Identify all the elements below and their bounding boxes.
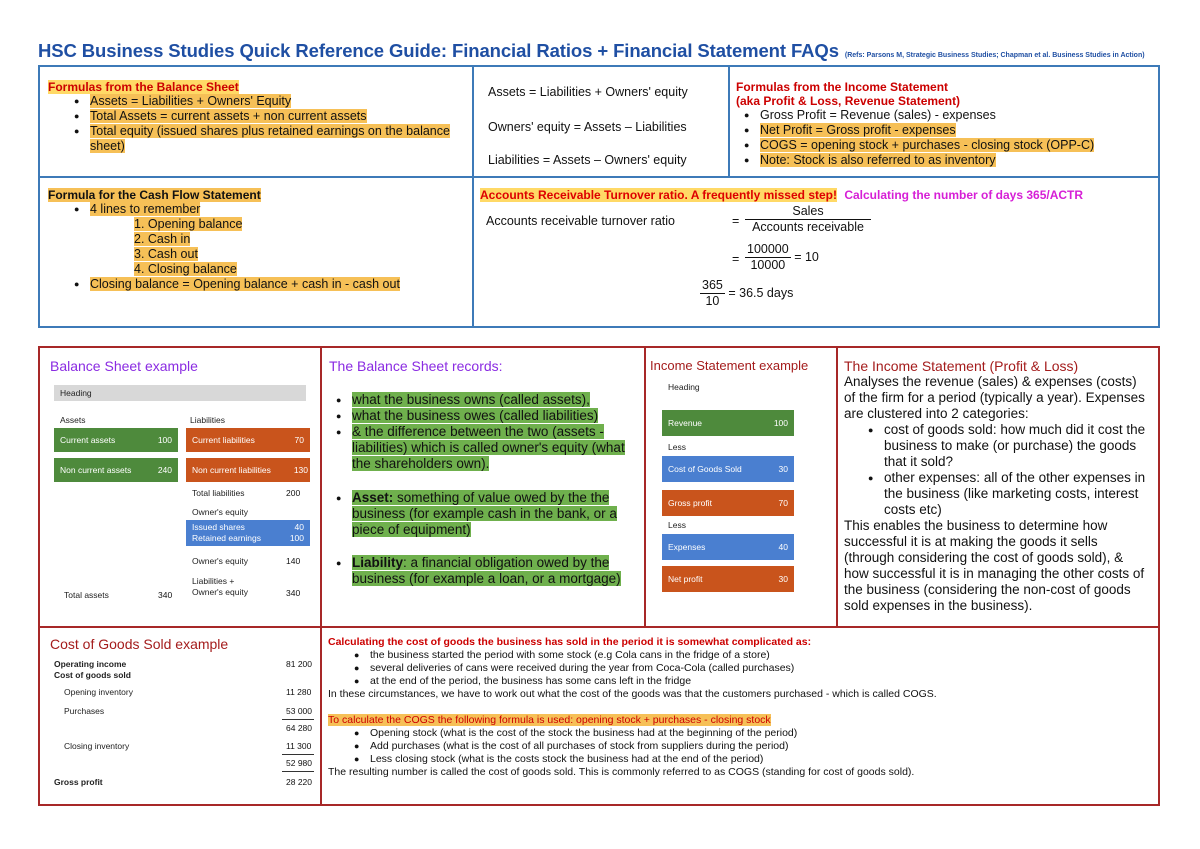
total-liabilities-label: Total liabilities xyxy=(192,488,245,498)
gross-profit-value: 28 220 xyxy=(286,777,312,787)
list-item: ● Assets = Liabilities + Owners' Equity xyxy=(68,94,468,109)
actr-result: = 10 xyxy=(794,249,819,264)
list-item: ● Note: Stock is also referred to as inventory xyxy=(738,153,1158,168)
page-title xyxy=(38,40,1145,62)
balance-sheet-example-title: Balance Sheet example xyxy=(50,358,198,374)
actr-heading-days: Calculating the number of days 365/ACTR xyxy=(844,188,1084,202)
cashflow-line: 4. Closing balance xyxy=(134,262,237,276)
income-formulas-subheading: (aka Profit & Loss, Revenue Statement) xyxy=(736,94,961,108)
owners-equity-total-label: Owner's equity xyxy=(192,556,248,566)
closing-inventory-label: Closing inventory xyxy=(64,741,130,751)
divider xyxy=(282,771,314,772)
balance-formulas-box xyxy=(38,65,474,178)
net-profit-tile: Net profit 30 xyxy=(662,566,794,592)
fraction-sales: $\frac{\text{Sales}}{\text{Accounts receivable}}$ xyxy=(745,204,871,235)
list-item: ● several deliveries of cans were received during the year from Coca-Cola (called purchases) xyxy=(348,662,1158,675)
list-item: ● at the end of the period, the business has some cans left in the fridge xyxy=(348,675,1158,688)
title-reference: (Refs: Parsons M, Strategic Business Studies; Chapman et al. Business Studies in Action) xyxy=(844,52,1145,59)
cashflow-line: 1. Opening balance xyxy=(134,217,243,231)
cogs-value: 52 980 xyxy=(286,758,312,768)
income-formulas-box xyxy=(728,65,1160,178)
income-formulas-list xyxy=(738,108,1158,168)
cashflow-heading: Formula for the Cash Flow Statement xyxy=(48,188,261,202)
liabilities-plus-equity-value: 340 xyxy=(286,588,301,598)
operating-income-value: 81 200 xyxy=(286,659,312,669)
list-item: ● 4 lines to remember xyxy=(68,202,472,217)
list-item: ● Less closing stock (what is the costs stock the business had at the end of the period) xyxy=(348,753,1158,766)
expenses-tile: Expenses 40 xyxy=(662,534,794,560)
current-liabilities-tile: Current liabilities 70 xyxy=(186,428,310,452)
income-formulas-heading: Formulas from the Income Statement xyxy=(736,80,949,94)
balance-formulas-heading: Formulas from the Balance Sheet xyxy=(48,80,239,94)
cogs-circumstances xyxy=(348,649,1158,688)
equity-tile: Issued shares 40 Retained earnings 100 xyxy=(186,520,310,546)
balance-formulas-list xyxy=(68,94,468,154)
divider xyxy=(282,719,314,720)
fraction-values: $\frac{100000}{10000}$ = 10 xyxy=(747,242,819,272)
list-item: ● other expenses: all of the other expenses in the business (like marketing costs, interest costs etc) xyxy=(862,470,1150,518)
non-current-liabilities-tile: Non current liabilities 130 xyxy=(186,458,310,482)
owners-equity-label: Owner's equity xyxy=(192,507,248,517)
income-statement-title: The Income Statement (Profit & Loss) xyxy=(844,358,1079,374)
list-item: ● & the difference between the two (assets - liabilities) which is called owner's equity (what the shareholders own). xyxy=(330,424,630,472)
equation-2: Owners' equity = Assets – Liabilities xyxy=(488,120,687,134)
equals-sign: = xyxy=(732,252,740,266)
assets-label: Assets xyxy=(60,415,86,425)
list-item: ● Net Profit = Gross profit - expenses xyxy=(738,123,1158,138)
cogs-label: Cost of goods sold xyxy=(54,670,131,680)
less-label: Less xyxy=(668,520,686,530)
equations-box xyxy=(472,65,730,178)
fraction-days: $\frac{365}{10}$ = 36.5 days xyxy=(702,278,794,308)
list-item: ● Add purchases (what is the cost of all purchases of stock from suppliers during the period) xyxy=(348,740,1158,753)
list-item: ● Liability: a financial obligation owed by the business (for example a loan, or a mortgage) xyxy=(330,555,630,587)
gross-profit-label: Gross profit xyxy=(54,777,103,787)
divider xyxy=(282,754,314,755)
income-statement-example-box xyxy=(644,346,838,628)
list-item: ● the business started the period with some stock (e.g Cola cans in the fridge of a store) xyxy=(348,649,1158,662)
opening-inventory-value: 11 280 xyxy=(286,687,312,697)
list-item: ● Total equity (issued shares plus retained earnings on the balance sheet) xyxy=(68,124,468,154)
cashflow-list xyxy=(68,202,472,217)
cogs-explanation-box xyxy=(320,626,1160,806)
records-list xyxy=(330,392,630,472)
total-liabilities-value: 200 xyxy=(286,488,301,498)
balance-sheet-example-box xyxy=(38,346,322,628)
cogs-tile: Cost of Goods Sold 30 xyxy=(662,456,794,482)
cashflow-formula: Closing balance = Opening balance + cash in - cash out xyxy=(90,277,400,291)
list-item: ● Total Assets = current assets + non current assets xyxy=(68,109,468,124)
heading-label: Heading xyxy=(60,388,92,398)
current-assets-tile: Current assets 100 xyxy=(54,428,178,452)
less-label: Less xyxy=(668,442,686,452)
cashflow-box xyxy=(38,176,474,328)
cogs-example-box xyxy=(38,626,322,806)
expense-categories xyxy=(862,422,1150,518)
actr-box xyxy=(472,176,1160,328)
balance-sheet-records-box xyxy=(320,346,646,628)
days-result: = 36.5 days xyxy=(728,285,794,300)
non-current-assets-tile: Non current assets 240 xyxy=(54,458,178,482)
liabilities-label: Liabilities xyxy=(190,415,225,425)
purchases-value: 53 000 xyxy=(286,706,312,716)
equation-1: Assets = Liabilities + Owners' equity xyxy=(488,85,688,99)
gross-profit-tile: Gross profit 70 xyxy=(662,490,794,516)
income-statement-example-title: Income Statement example xyxy=(650,358,809,373)
opening-inventory-label: Opening inventory xyxy=(64,687,133,697)
cogs-example-title: Cost of Goods Sold example xyxy=(50,636,229,652)
total-assets-value: 340 xyxy=(158,590,173,600)
closing-inventory-value: 11 300 xyxy=(286,741,312,751)
actr-heading: Accounts Receivable Turnover ratio. A frequently missed step! xyxy=(480,188,837,202)
equation-3: Liabilities = Assets – Owners' equity xyxy=(488,153,687,167)
cashflow-line: 3. Cash out xyxy=(134,247,198,261)
list-item: ● what the business owes (called liabilities) xyxy=(330,408,630,424)
balance-sheet-records-title: The Balance Sheet records: xyxy=(329,358,503,374)
cogs-mid-text: In these circumstances, we have to work out what the cost of the goods was that the customers purchased - which is called COGS. xyxy=(328,688,937,700)
total-assets-label: Total assets xyxy=(64,590,109,600)
cogs-steps xyxy=(348,727,1158,766)
list-item: ● Gross Profit = Revenue (sales) - expenses xyxy=(738,108,1158,123)
owners-equity-total-value: 140 xyxy=(286,556,301,566)
revenue-tile: Revenue 100 xyxy=(662,410,794,436)
list-item: ● what the business owns (called assets), xyxy=(330,392,630,408)
asset-definition xyxy=(330,490,630,538)
list-item: ● COGS = opening stock + purchases - closing stock (OPP-C) xyxy=(738,138,1158,153)
title-text: HSC Business Studies Quick Reference Guide: Financial Ratios + Financial Statement FAQs xyxy=(38,40,839,61)
cashflow-lines xyxy=(134,217,472,277)
list-item: ● Asset: something of value owed by the the business (for example cash in the bank, or a piece of equipment) xyxy=(330,490,630,538)
list-item: ● cost of goods sold: how much did it cost the business to make (or purchase) the goods that it sold? xyxy=(862,422,1150,470)
liabilities-plus-equity-label: Liabilities + Owner's equity xyxy=(192,576,248,597)
liability-definition xyxy=(330,555,630,587)
income-statement-outro: This enables the business to determine how successful it is at making the goods it sells (through considering the cost of goods sold), & how successful it is in managing the other costs of the business (considering the non-cost of goods sold expenses in the business). xyxy=(844,518,1145,613)
cogs-heading: Calculating the cost of goods the business has sold in the period it is somewhat complicated as: xyxy=(328,636,812,648)
income-statement-intro: Analyses the revenue (sales) & expenses (costs) of the firm for a period (typically a year). Expenses are clustered into 2 categories: xyxy=(844,374,1145,421)
purchases-label: Purchases xyxy=(64,706,105,716)
equals-sign: = xyxy=(732,214,740,228)
heading-label: Heading xyxy=(668,382,700,392)
subtotal-value: 64 280 xyxy=(286,723,312,733)
list-item xyxy=(68,277,472,292)
operating-income-label: Operating income xyxy=(54,659,127,669)
cogs-formula: To calculate the COGS the following formula is used: opening stock + purchases - closing stock xyxy=(328,714,771,726)
income-statement-box xyxy=(836,346,1160,628)
list-item: ● Opening stock (what is the cost of the stock the business had at the beginning of the period) xyxy=(348,727,1158,740)
cashflow-line: 2. Cash in xyxy=(134,232,191,246)
actr-label: Accounts receivable turnover ratio xyxy=(486,214,675,228)
cogs-end-text: The resulting number is called the cost of goods sold. This is commonly referred to as COGS (standing for cost of goods sold). xyxy=(328,766,915,778)
